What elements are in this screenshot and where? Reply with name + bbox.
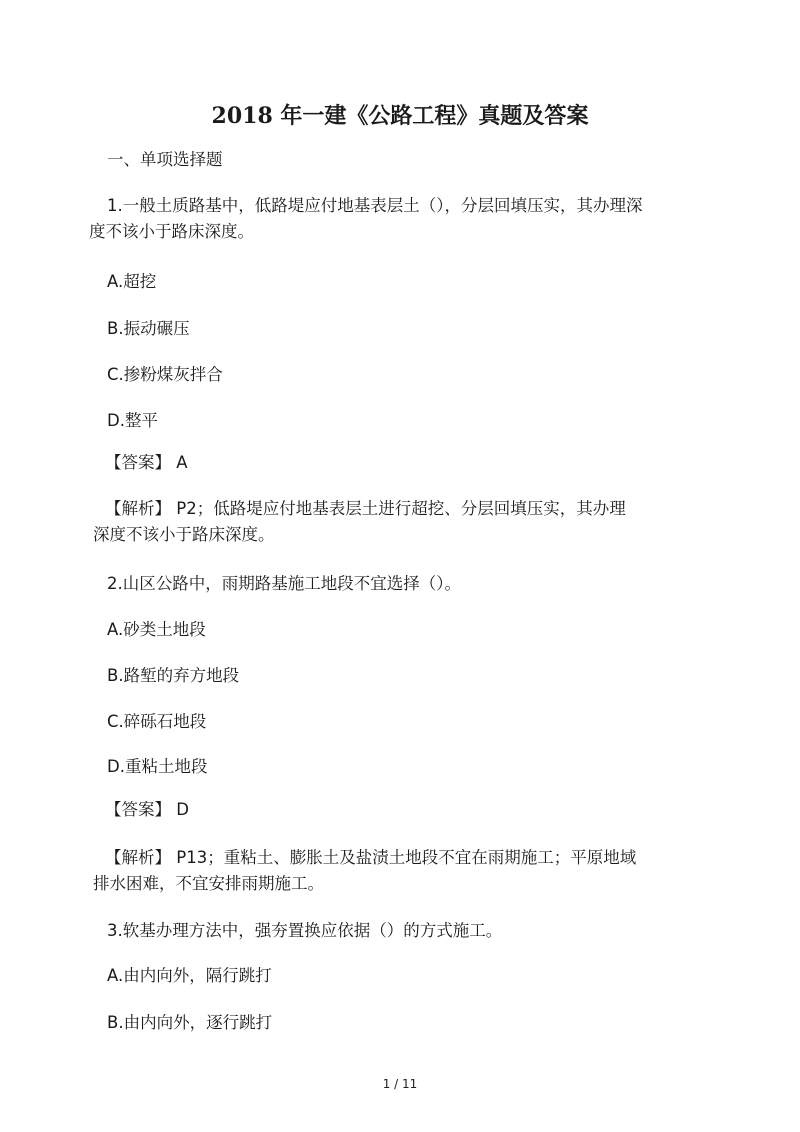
question-2-stem: 2.山区公路中，雨期路基施工地段不宜选择（）。	[107, 574, 461, 593]
question-1-option-d: D.整平	[107, 411, 158, 430]
question-1-answer: 【答案】 A	[105, 453, 188, 472]
question-1-stem	[89, 193, 643, 245]
question-1-stem-line-1: 1.一般土质路基中，低路堤应付地基表层土（），分层回填压实，其办理深	[107, 196, 643, 215]
question-3-option-a: A.由内向外，隔行跳打	[107, 966, 272, 985]
question-2-analysis	[93, 845, 637, 897]
question-2-answer: 【答案】 D	[105, 800, 189, 819]
question-2-option-b: B.路堑的弃方地段	[107, 666, 240, 685]
question-1-option-a: A.超挖	[107, 272, 157, 291]
question-2-option-c: C.碎砾石地段	[107, 712, 207, 731]
document-title: 2018 年一建《公路工程》真题及答案	[211, 103, 589, 129]
question-3-option-b: B.由内向外，逐行跳打	[107, 1013, 273, 1032]
question-1-option-c: C.掺粉煤灰拌合	[107, 365, 223, 384]
question-1-analysis	[93, 496, 626, 548]
question-2-option-a: A.砂类土地段	[107, 620, 206, 639]
question-1-analysis-line-1: 【解析】 P2；低路堤应付地基表层土进行超挖、分层回填压实，其办理	[105, 499, 626, 518]
question-1-stem-line-2: 度不该小于路床深度。	[89, 222, 254, 241]
question-2-analysis-line-2: 排水困难，不宜安排雨期施工。	[93, 874, 324, 893]
question-2-analysis-line-1: 【解析】 P13；重粘土、膨胀土及盐渍土地段不宜在雨期施工；平原地域	[105, 848, 637, 867]
section-heading: 一、单项选择题	[107, 150, 223, 169]
question-1-option-b: B.振动碾压	[107, 319, 190, 338]
question-1-analysis-line-2: 深度不该小于路床深度。	[93, 525, 275, 544]
question-3-stem: 3.软基办理方法中，强夯置换应依据（）的方式施工。	[107, 921, 503, 940]
question-2-option-d: D.重粘土地段	[107, 757, 208, 776]
page-number: 1 / 11	[382, 1077, 418, 1091]
